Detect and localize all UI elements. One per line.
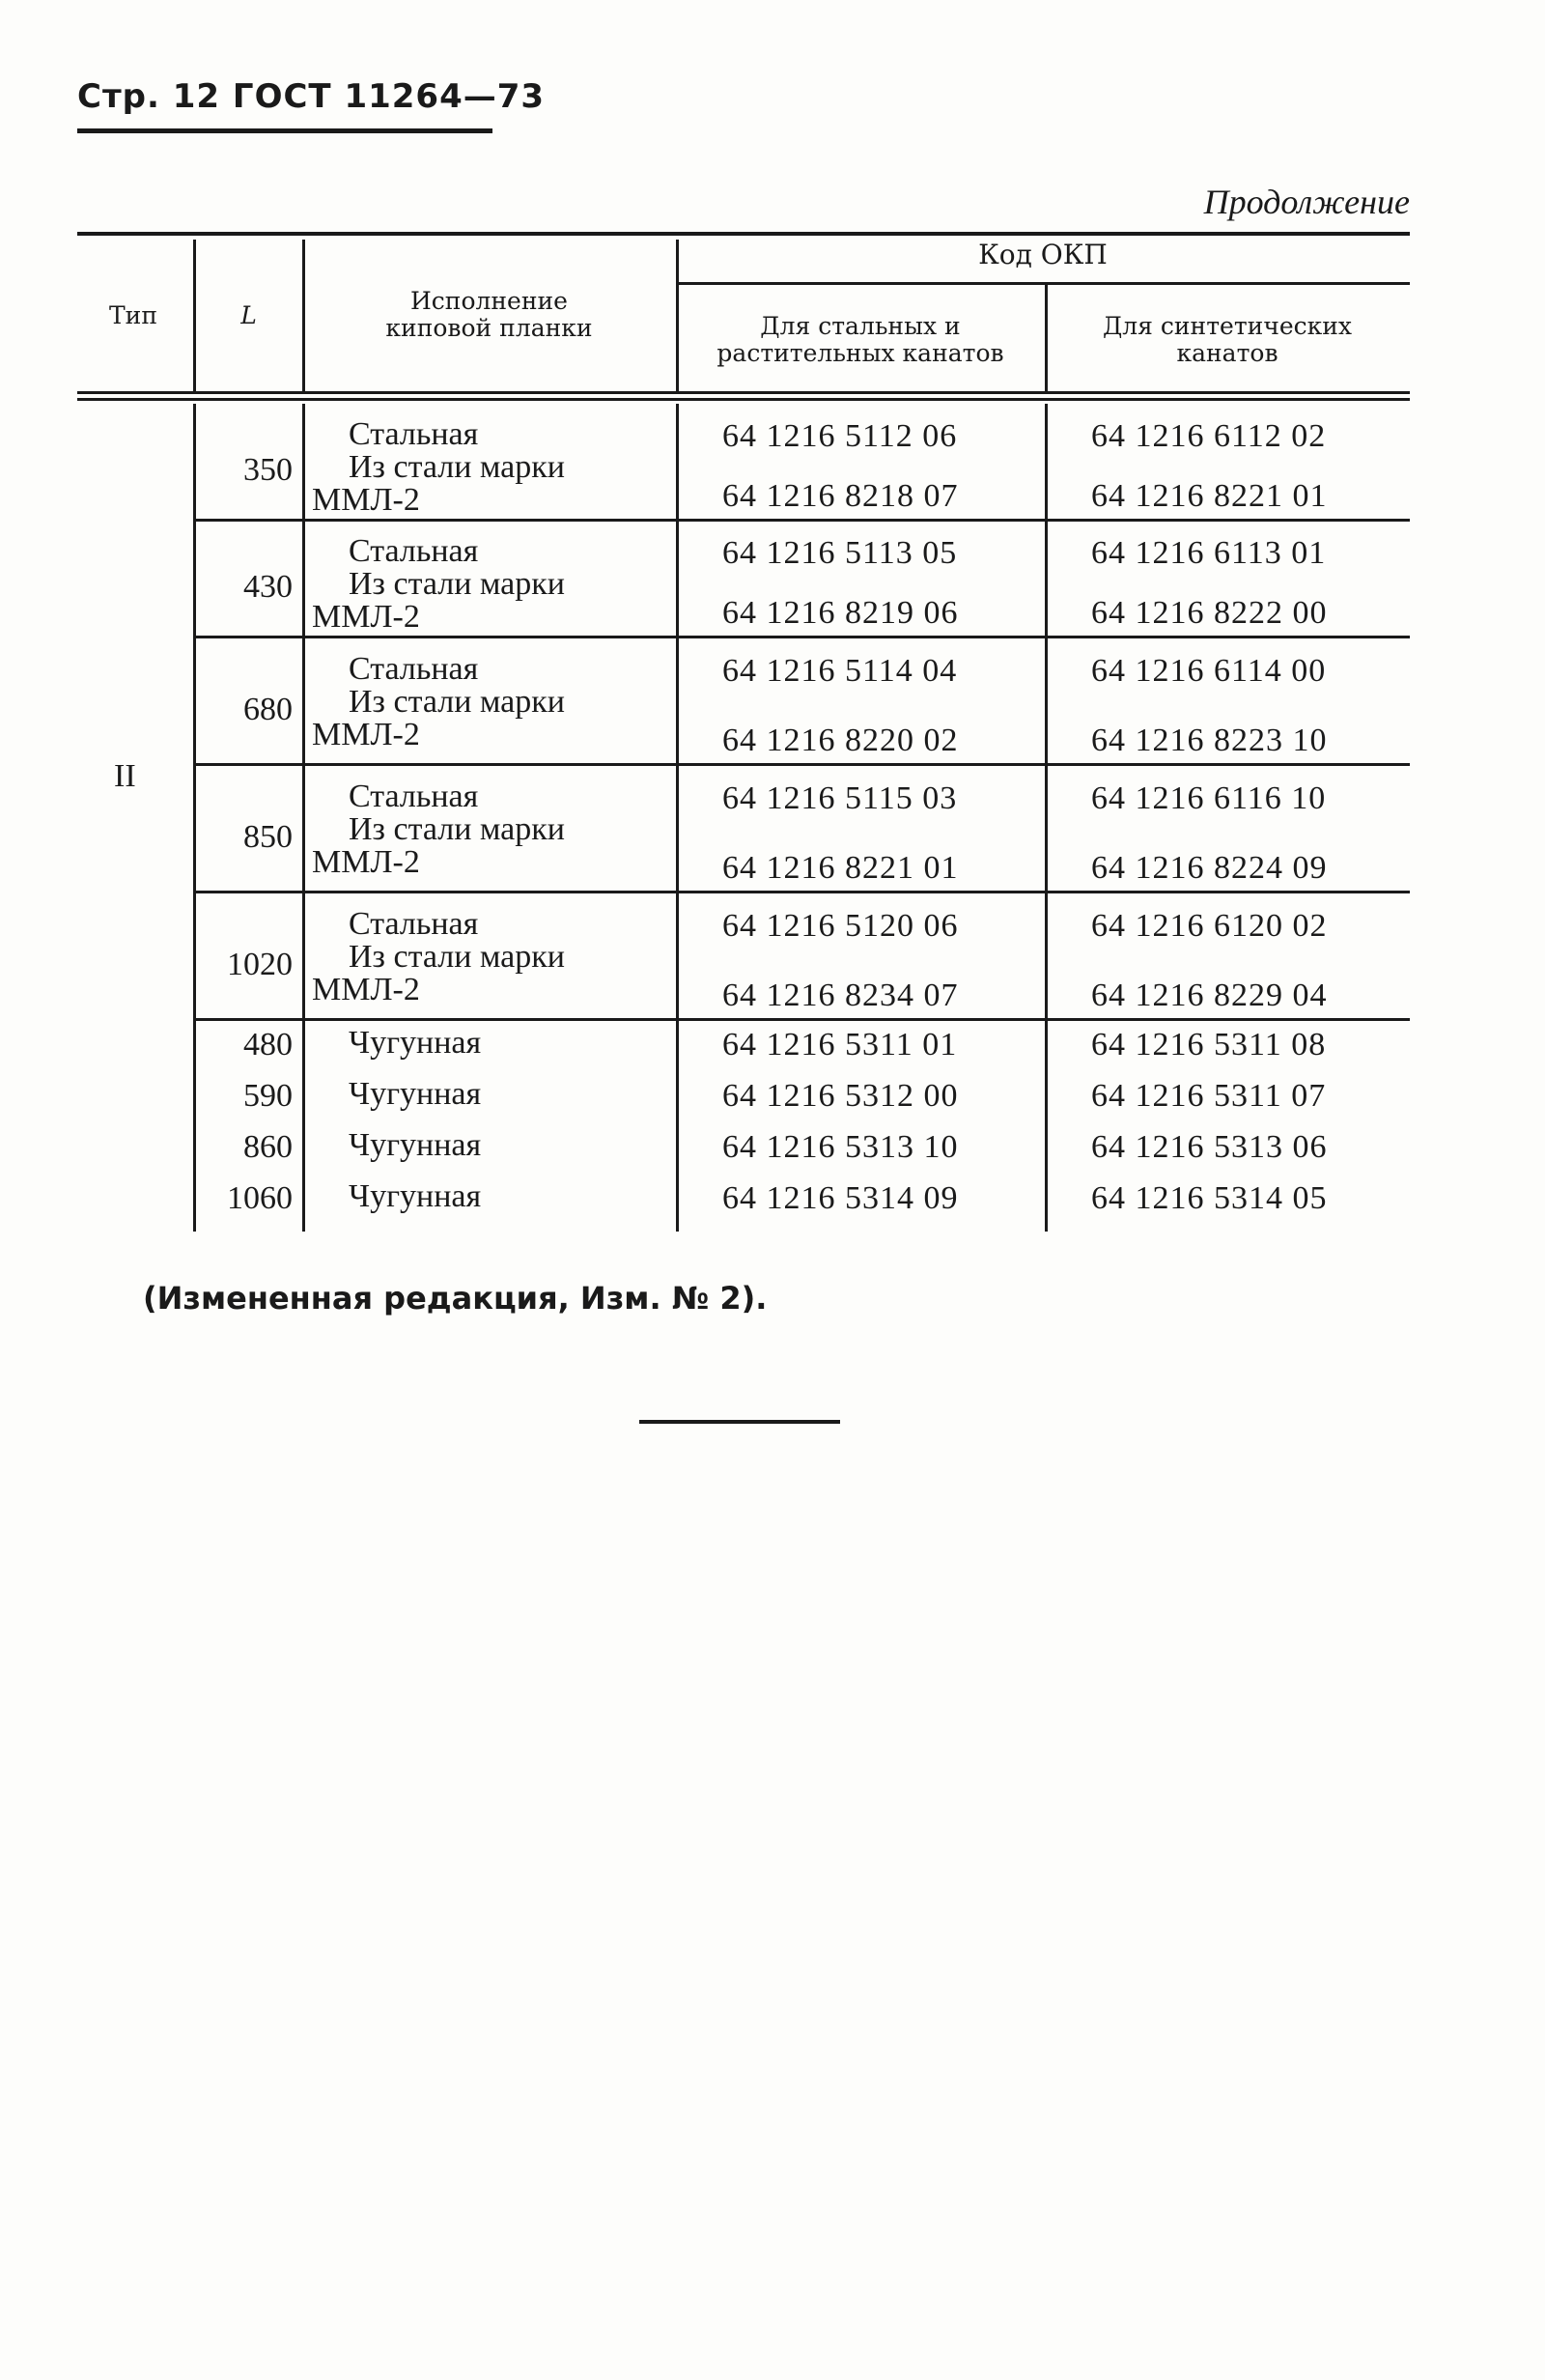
steel-code: 64 1216 5312 00 [722, 1078, 959, 1114]
length-value: 860 [243, 1129, 293, 1165]
length-value: 480 [243, 1027, 293, 1062]
steel-code: 64 1216 8219 06 [722, 595, 959, 631]
steel-code: 64 1216 5314 09 [722, 1180, 959, 1216]
header-length: L [240, 301, 257, 329]
synthetic-code: 64 1216 6116 10 [1091, 780, 1327, 816]
okp-header-rule [676, 282, 1410, 285]
variant-text: Из стали марки [349, 684, 565, 720]
steel-code: 64 1216 8221 01 [722, 850, 959, 886]
variant-text: Чугунная [349, 1127, 482, 1163]
steel-code: 64 1216 5115 03 [722, 780, 958, 816]
steel-code: 64 1216 5114 04 [722, 653, 958, 689]
variant-text: ММЛ-2 [312, 972, 420, 1007]
variant-text: Из стали марки [349, 939, 565, 975]
steel-code: 64 1216 8220 02 [722, 722, 959, 758]
steel-code: 64 1216 8218 07 [722, 478, 959, 514]
variant-text: Чугунная [349, 1076, 482, 1112]
header-okp: Код ОКП [978, 239, 1108, 270]
header-rule [77, 128, 492, 133]
variant-text: ММЛ-2 [312, 482, 420, 518]
header-synthetic-ropes: Для синтетических канатов [1102, 312, 1353, 367]
synthetic-code: 64 1216 6113 01 [1091, 535, 1327, 571]
group-rule [193, 1018, 1410, 1021]
continuation-label: Продолжение [1203, 183, 1410, 221]
variant-text: Из стали марки [349, 449, 565, 485]
steel-code: 64 1216 5311 01 [722, 1027, 958, 1062]
body-rule-length [302, 404, 305, 1232]
variant-text: Из стали марки [349, 566, 565, 602]
length-value: 1060 [227, 1180, 293, 1216]
variant-text: Чугунная [349, 1025, 482, 1061]
header-variant: Исполнение киповой планки [385, 287, 593, 342]
variant-text: Стальная [349, 906, 479, 942]
steel-code: 64 1216 5120 06 [722, 908, 959, 944]
synthetic-code: 64 1216 8222 00 [1091, 595, 1328, 631]
variant-text: Стальная [349, 779, 479, 814]
synthetic-code: 64 1216 8229 04 [1091, 978, 1328, 1013]
group-rule [193, 636, 1410, 638]
length-value: 850 [243, 819, 293, 855]
steel-code: 64 1216 8234 07 [722, 978, 959, 1013]
end-rule [639, 1420, 840, 1424]
body-rule-variant [676, 404, 679, 1232]
length-value: 590 [243, 1078, 293, 1114]
variant-text: Стальная [349, 416, 479, 452]
variant-text: Из стали марки [349, 811, 565, 847]
variant-text: ММЛ-2 [312, 717, 420, 752]
synthetic-code: 64 1216 5313 06 [1091, 1129, 1328, 1165]
group-rule [193, 519, 1410, 522]
synthetic-code: 64 1216 5311 07 [1091, 1078, 1327, 1114]
body-rule-type [193, 404, 196, 1232]
type-value: II [114, 758, 136, 794]
variant-text: ММЛ-2 [312, 844, 420, 880]
header-bottom-rule-2 [77, 398, 1410, 401]
length-value: 680 [243, 692, 293, 727]
variant-text: Стальная [349, 651, 479, 687]
length-value: 1020 [227, 947, 293, 982]
group-rule [193, 891, 1410, 893]
length-value: 350 [243, 452, 293, 488]
synthetic-code: 64 1216 5311 08 [1091, 1027, 1327, 1062]
group-rule [193, 763, 1410, 766]
synthetic-code: 64 1216 6120 02 [1091, 908, 1328, 944]
col-rule-type [193, 240, 196, 391]
table-top-rule [77, 232, 1410, 236]
header-steel-ropes: Для стальных и растительных канатов [716, 312, 1004, 367]
page-header: Стр. 12 ГОСТ 11264—73 [77, 77, 546, 116]
variant-text: Стальная [349, 533, 479, 569]
header-bottom-rule [77, 391, 1410, 394]
length-value: 430 [243, 569, 293, 605]
steel-code: 64 1216 5313 10 [722, 1129, 959, 1165]
variant-text: ММЛ-2 [312, 599, 420, 635]
synthetic-code: 64 1216 6112 02 [1091, 418, 1327, 454]
variant-text: Чугунная [349, 1178, 482, 1214]
amendment-note: (Измененная редакция, Изм. № 2). [143, 1280, 768, 1317]
body-rule-okp [1045, 404, 1048, 1232]
header-type: Тип [109, 301, 157, 329]
synthetic-code: 64 1216 8224 09 [1091, 850, 1328, 886]
synthetic-code: 64 1216 8221 01 [1091, 478, 1328, 514]
synthetic-code: 64 1216 6114 00 [1091, 653, 1327, 689]
steel-code: 64 1216 5112 06 [722, 418, 958, 454]
synthetic-code: 64 1216 8223 10 [1091, 722, 1328, 758]
steel-code: 64 1216 5113 05 [722, 535, 958, 571]
synthetic-code: 64 1216 5314 05 [1091, 1180, 1328, 1216]
